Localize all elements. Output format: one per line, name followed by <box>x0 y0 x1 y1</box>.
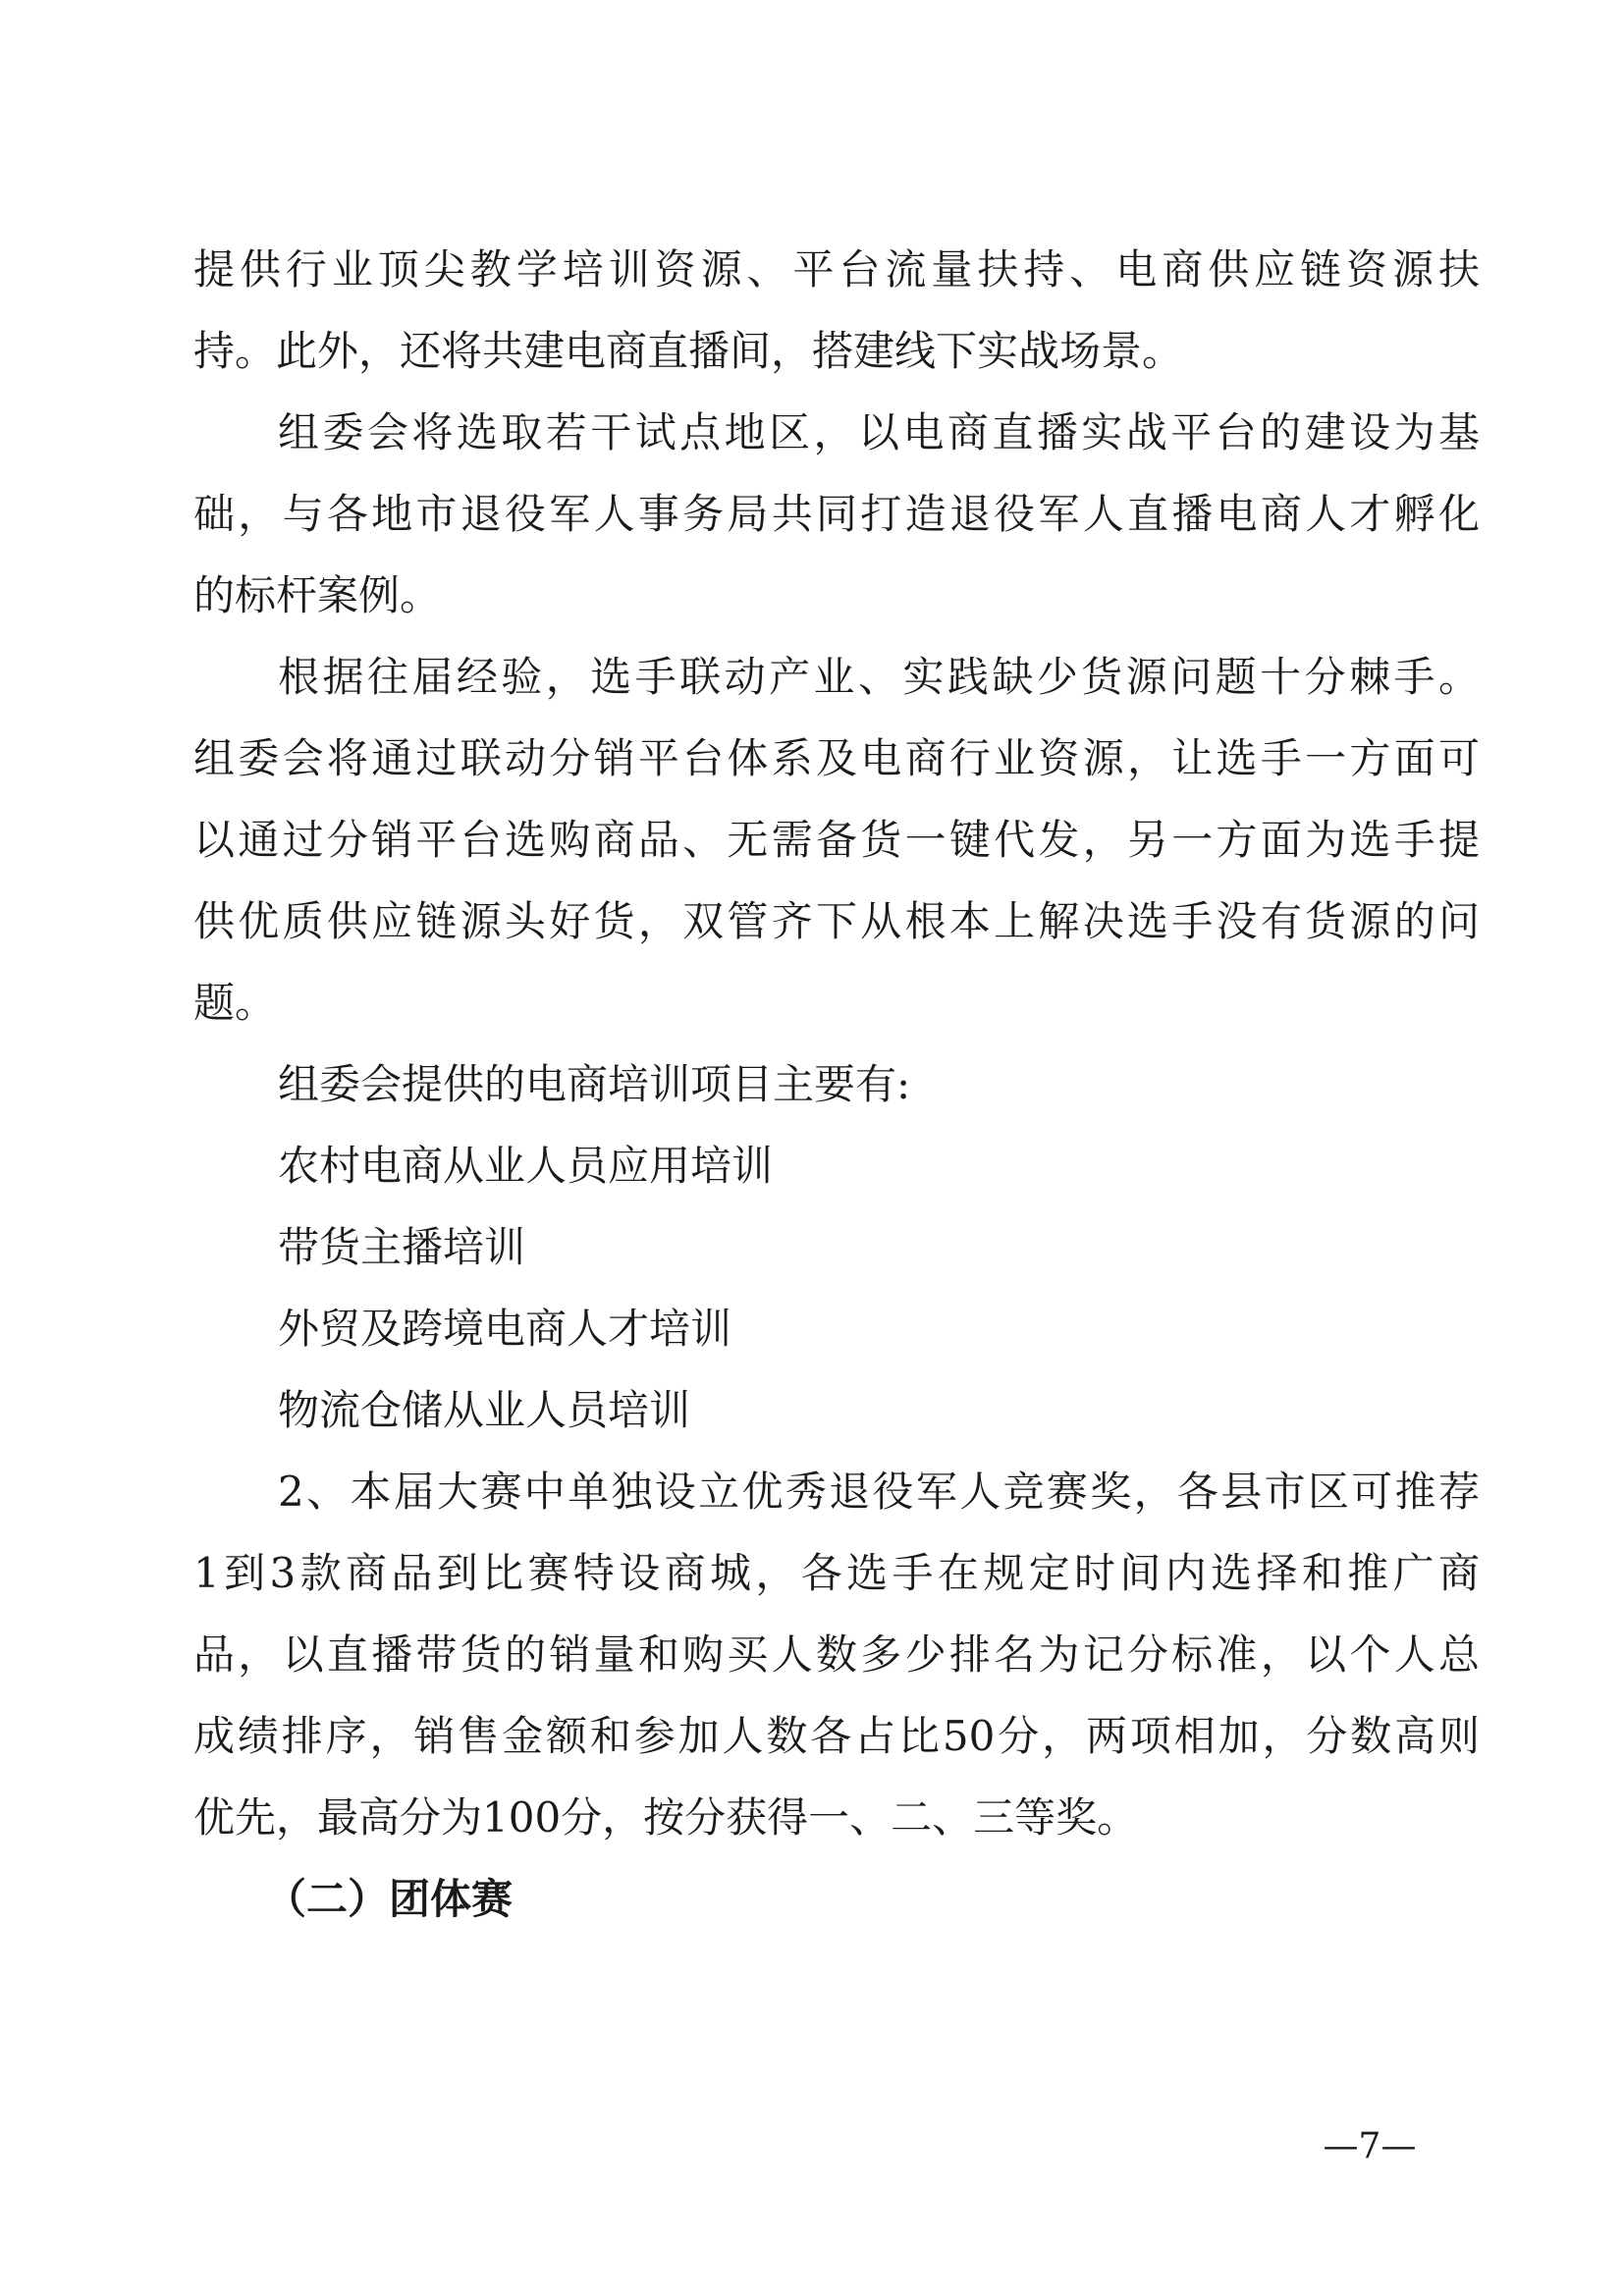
paragraph-line: 的标杆案例。 <box>193 571 442 619</box>
list-item: 农村电商从业人员应用培训 <box>278 1142 774 1190</box>
paragraph-line: 成绩排序，销售金额和参加人数各占比50分，两项相加，分数高则 <box>193 1712 1480 1760</box>
page-number: —7— <box>1323 2126 1417 2166</box>
list-item: 外贸及跨境电商人才培训 <box>278 1305 732 1353</box>
section-heading: （二）团体赛 <box>265 1875 514 1923</box>
paragraph-line: 品，以直播带货的销量和购买人数多少排名为记分标准，以个人总 <box>193 1630 1480 1679</box>
paragraph-line: 优先，最高分为100分，按分获得一、二、三等奖。 <box>193 1793 1139 1842</box>
paragraph-line: 根据往届经验，选手联动产业、实践缺少货源问题十分棘手。 <box>278 653 1480 701</box>
paragraph-line: 1到3款商品到比赛特设商城，各选手在规定时间内选择和推广商 <box>193 1549 1480 1597</box>
paragraph-line: 以通过分销平台选购商品、无需备货一键代发，另一方面为选手提 <box>193 816 1480 864</box>
paragraph-line: 题。 <box>193 979 277 1027</box>
paragraph-line: 供优质供应链源头好货，双管齐下从根本上解决选手没有货源的问 <box>193 897 1480 945</box>
list-item: 物流仓储从业人员培训 <box>278 1386 691 1434</box>
paragraph-line: 组委会提供的电商培训项目主要有: <box>278 1060 911 1108</box>
paragraph-line: 组委会将选取若干试点地区，以电商直播实战平台的建设为基 <box>278 408 1480 456</box>
paragraph-line: 组委会将通过联动分销平台体系及电商行业资源，让选手一方面可 <box>193 734 1480 782</box>
paragraph-line: 提供行业顶尖教学培训资源、平台流量扶持、电商供应链资源扶 <box>193 245 1480 294</box>
list-item: 带货主播培训 <box>278 1223 526 1271</box>
paragraph-line: 2、本届大赛中单独设立优秀退役军人竞赛奖，各县市区可推荐 <box>278 1468 1480 1516</box>
paragraph-line: 持。此外，还将共建电商直播间，搭建线下实战场景。 <box>193 327 1184 375</box>
paragraph-line: 础，与各地市退役军人事务局共同打造退役军人直播电商人才孵化 <box>193 490 1480 538</box>
